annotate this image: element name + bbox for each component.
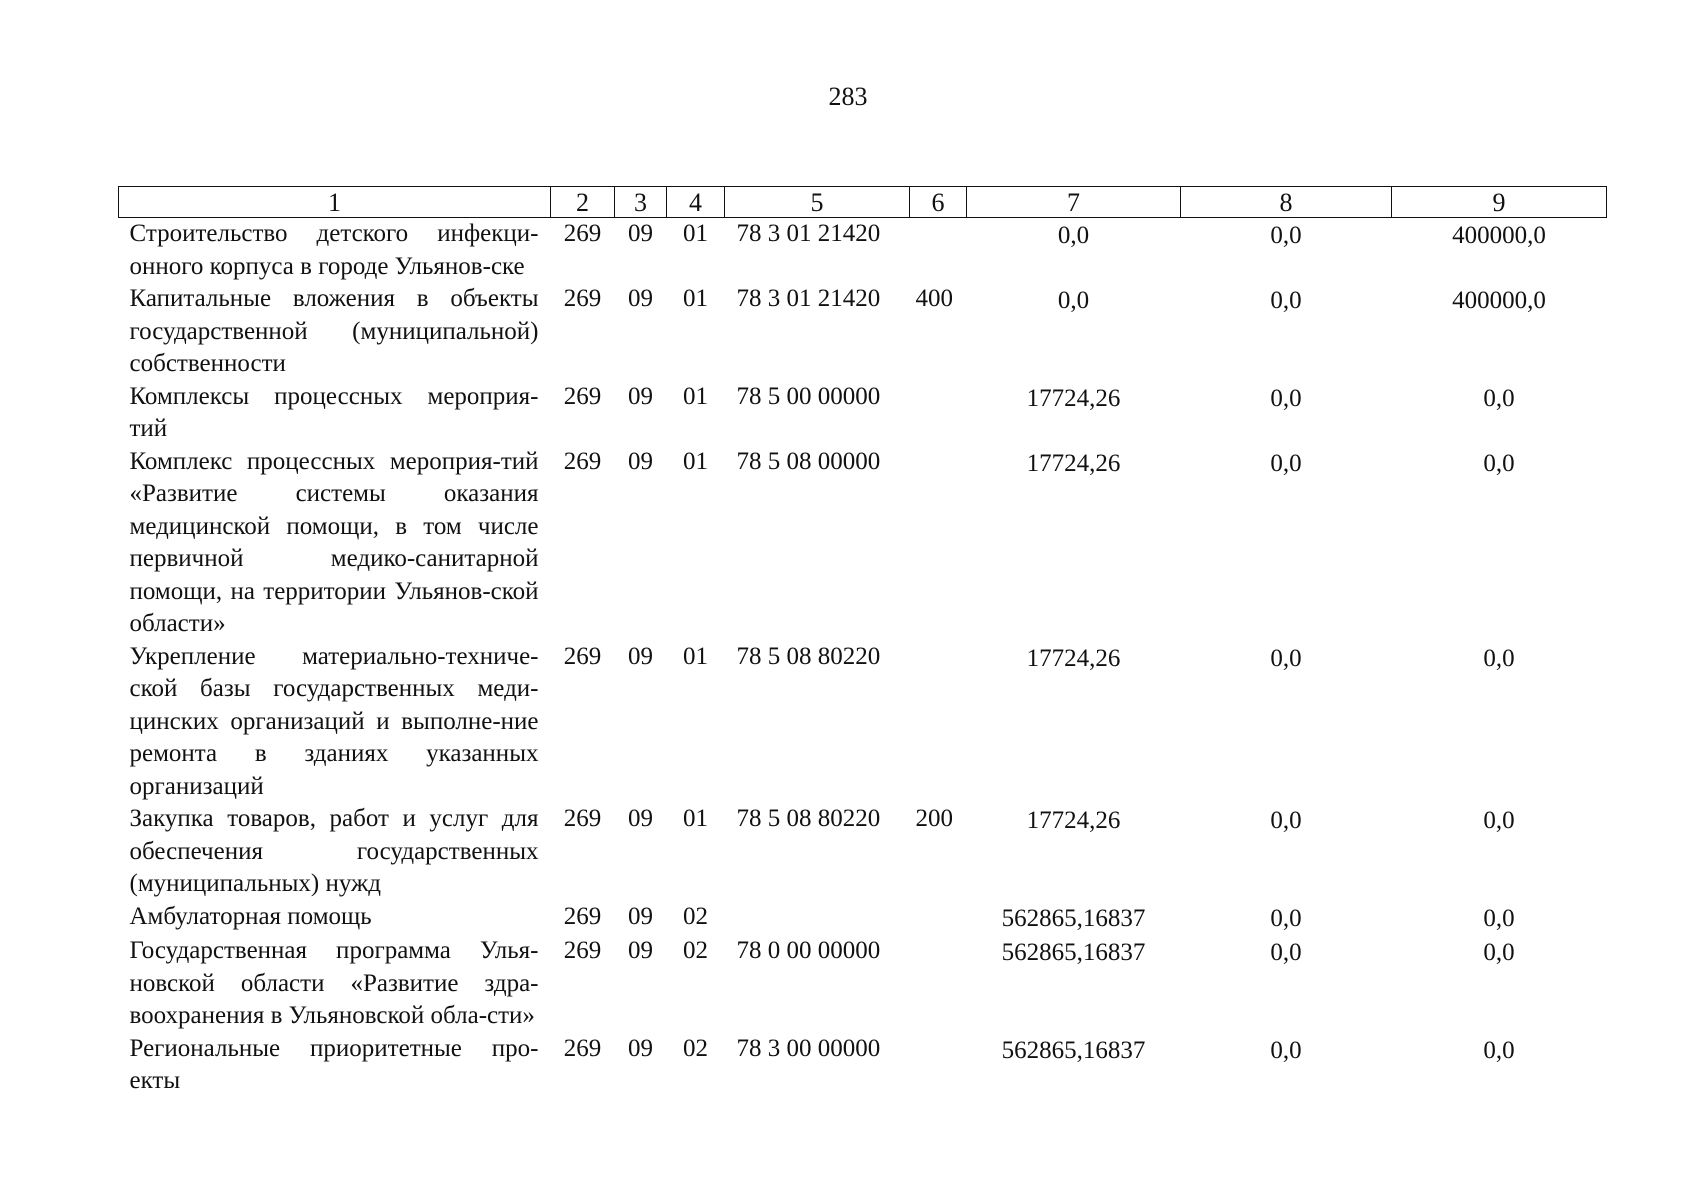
column-header: 8 (1181, 187, 1392, 218)
admin-code-cell: 269 (563, 937, 602, 964)
amount-col7-cell: 562865,16837 (1001, 939, 1146, 966)
target-article-cell (725, 901, 910, 936)
table-row (119, 446, 1607, 641)
section-cell: 09 (628, 642, 653, 670)
target-article-cell: 78 0 00 00000 (736, 937, 881, 964)
target-article-cell: 78 3 01 21420 (736, 285, 881, 312)
subsection-cell: 02 (683, 937, 708, 964)
column-header: 9 (1392, 187, 1607, 218)
column-header: 1 (119, 187, 551, 218)
subsection-cell: 02 (683, 1034, 708, 1062)
amount-col7-cell: 17724,26 (1026, 384, 1121, 412)
amount-col9-cell: 0,0 (1483, 384, 1515, 412)
amount-col9-cell: 400000,0 (1452, 222, 1546, 249)
column-header: 4 (667, 187, 725, 218)
section-cell: 09 (628, 902, 653, 930)
expense-type-cell: 200 (915, 805, 953, 832)
amount-col7-cell: 0,0 (1057, 222, 1090, 249)
amount-col8-cell: 0,0 (1270, 222, 1302, 249)
amount-col7-cell: 562865,16837 (1001, 904, 1146, 932)
subsection-cell: 01 (683, 285, 708, 312)
subsection-cell: 01 (683, 382, 708, 410)
expense-type-cell (910, 1033, 967, 1098)
admin-code-cell: 269 (563, 447, 602, 475)
section-cell: 09 (628, 1034, 653, 1062)
amount-col7-cell: 17724,26 (1026, 807, 1121, 834)
target-article-cell: 78 3 00 00000 (736, 1034, 881, 1062)
column-header: 2 (551, 187, 615, 218)
row-name-cell: Комплексы процессных мероприя-тий (129, 382, 539, 442)
amount-col8-cell: 0,0 (1270, 1036, 1302, 1064)
amount-col9-cell: 0,0 (1483, 644, 1515, 672)
amount-col7-cell: 17724,26 (1026, 449, 1121, 477)
row-name-cell: Капитальные вложения в объекты государственной (муниципальной) собственности (129, 285, 539, 377)
row-name-cell: Государственная программа Улья-новской области «Развитие здра-воохранения в Ульяновской обла-сти» (129, 937, 539, 1029)
subsection-cell: 02 (683, 902, 708, 930)
table-body (119, 218, 1607, 1098)
column-number-header-row (119, 187, 1607, 218)
row-name-cell: Амбулаторная помощь (129, 902, 372, 930)
table-row (119, 381, 1607, 446)
expense-type-cell: 400 (915, 285, 953, 312)
amount-col9-cell: 0,0 (1483, 449, 1515, 477)
row-name-cell: Закупка товаров, работ и услуг для обеспечения государственных (муниципальных) нужд (129, 805, 539, 897)
amount-col8-cell: 0,0 (1270, 904, 1302, 932)
amount-col7-cell: 17724,26 (1026, 644, 1121, 672)
admin-code-cell: 269 (563, 902, 602, 930)
admin-code-cell: 269 (563, 1034, 602, 1062)
amount-col8-cell: 0,0 (1270, 287, 1302, 314)
row-name-cell: Строительство детского инфекци-онного корпуса в городе Ульянов-ске (129, 220, 539, 280)
amount-col8-cell: 0,0 (1270, 807, 1302, 834)
section-cell: 09 (628, 382, 653, 410)
subsection-cell: 01 (683, 447, 708, 475)
amount-col9-cell: 0,0 (1483, 1036, 1515, 1064)
table-row (119, 283, 1607, 381)
expense-type-cell (910, 641, 967, 804)
budget-table-container (118, 186, 1606, 1098)
budget-table (118, 186, 1607, 1098)
amount-col9-cell: 0,0 (1483, 807, 1515, 834)
section-cell: 09 (628, 937, 653, 964)
expense-type-cell (910, 935, 967, 1033)
amount-col7-cell: 562865,16837 (1001, 1036, 1146, 1064)
expense-type-cell (910, 218, 967, 284)
target-article-cell: 78 5 08 80220 (736, 642, 881, 670)
amount-col9-cell: 400000,0 (1452, 287, 1546, 314)
expense-type-cell (910, 446, 967, 641)
amount-col8-cell: 0,0 (1270, 644, 1302, 672)
section-cell: 09 (628, 220, 653, 247)
section-cell: 09 (628, 805, 653, 832)
admin-code-cell: 269 (563, 220, 602, 247)
amount-col9-cell: 0,0 (1483, 939, 1515, 966)
subsection-cell: 01 (683, 220, 708, 247)
column-header: 3 (615, 187, 667, 218)
page-number: 283 (828, 82, 868, 111)
table-row (119, 901, 1607, 936)
table-row (119, 1033, 1607, 1098)
table-row (119, 218, 1607, 284)
subsection-cell: 01 (683, 805, 708, 832)
row-name-cell: Комплекс процессных мероприя-тий «Развитие системы оказания медицинской помощи, в том числе первичной медико-санитарной помощи, на территории Ульянов-ской области» (129, 447, 539, 637)
expense-type-cell (910, 381, 967, 446)
table-row (119, 935, 1607, 1033)
amount-col7-cell: 0,0 (1057, 287, 1090, 314)
table-row (119, 803, 1607, 901)
admin-code-cell: 269 (563, 382, 602, 410)
amount-col9-cell: 0,0 (1483, 904, 1515, 932)
table-row (119, 641, 1607, 804)
amount-col8-cell: 0,0 (1270, 939, 1302, 966)
row-name-cell: Укрепление материально-техниче-ской базы государственных меди-цинских организаций и выполне-ние ремонта в зданиях указанных организаций (129, 642, 539, 800)
section-cell: 09 (628, 447, 653, 475)
admin-code-cell: 269 (563, 642, 602, 670)
target-article-cell: 78 5 08 80220 (736, 805, 881, 832)
admin-code-cell: 269 (563, 285, 602, 312)
target-article-cell: 78 5 08 00000 (736, 447, 881, 475)
admin-code-cell: 269 (563, 805, 602, 832)
target-article-cell: 78 3 01 21420 (736, 220, 881, 247)
row-name-cell: Региональные приоритетные про-екты (129, 1034, 539, 1094)
target-article-cell: 78 5 00 00000 (736, 382, 881, 410)
column-header: 5 (725, 187, 910, 218)
column-header: 7 (967, 187, 1181, 218)
amount-col8-cell: 0,0 (1270, 449, 1302, 477)
amount-col8-cell: 0,0 (1270, 384, 1302, 412)
section-cell: 09 (628, 285, 653, 312)
subsection-cell: 01 (683, 642, 708, 670)
column-header: 6 (910, 187, 967, 218)
expense-type-cell (910, 901, 967, 936)
